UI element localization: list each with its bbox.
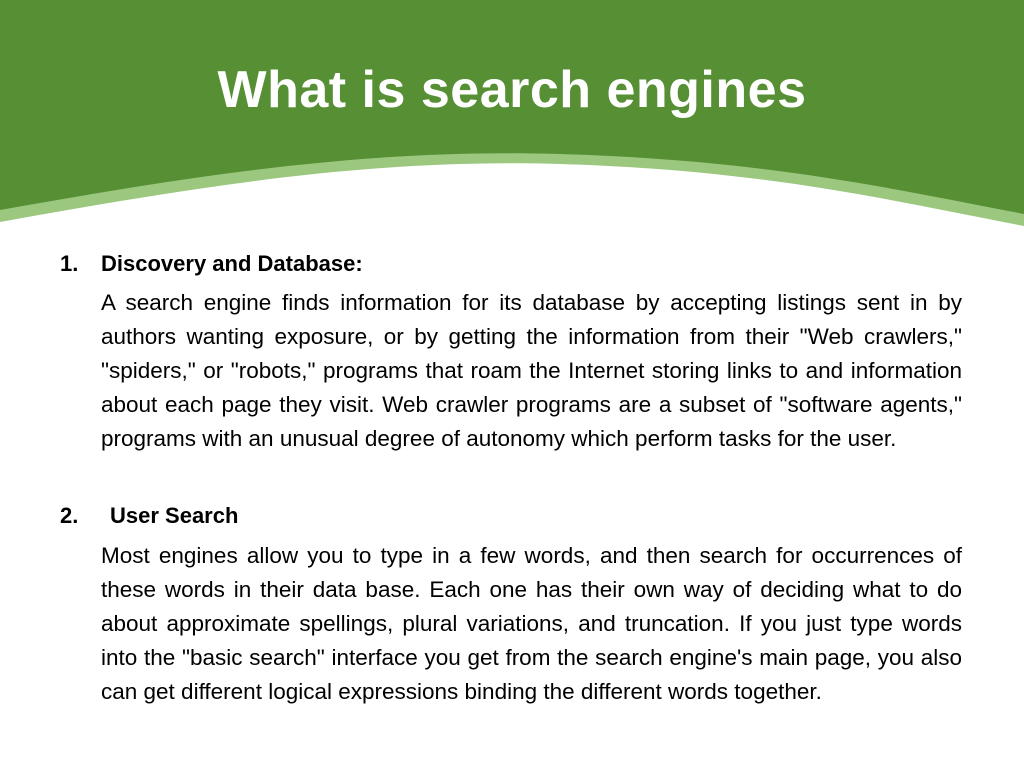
list-item-1-label: Discovery and Database:	[101, 251, 363, 276]
list-item-2-number: 2.	[60, 503, 79, 528]
list-item-2-label: User Search	[110, 503, 239, 528]
list-item-1-number: 1.	[60, 251, 79, 276]
slide-title: What is search engines	[217, 61, 807, 119]
list-item-2-body: Most engines allow you to type in a few words, and then search for occurrences of these words in their data base. Each one has their own way of deciding what to do about approximate spellings, plural variations, and truncation. If you just type words into the "basic search" interface you get from the search engine's main page, you also can get different logical expressions binding the different words together.	[101, 543, 962, 704]
list-item-2-heading	[60, 502, 238, 530]
list-item-1-body: A search engine finds information for its database by accepting listings sent in by authors wanting exposure, or by getting the information from their "Web crawlers," "spiders," or "robots," programs that roam the Internet storing links to and information about each page they visit. Web crawler programs are a subset of "software agents," programs with an unusual degree of autonomy which perform tasks for the user.	[101, 290, 962, 451]
list-item-1-heading	[60, 250, 363, 278]
